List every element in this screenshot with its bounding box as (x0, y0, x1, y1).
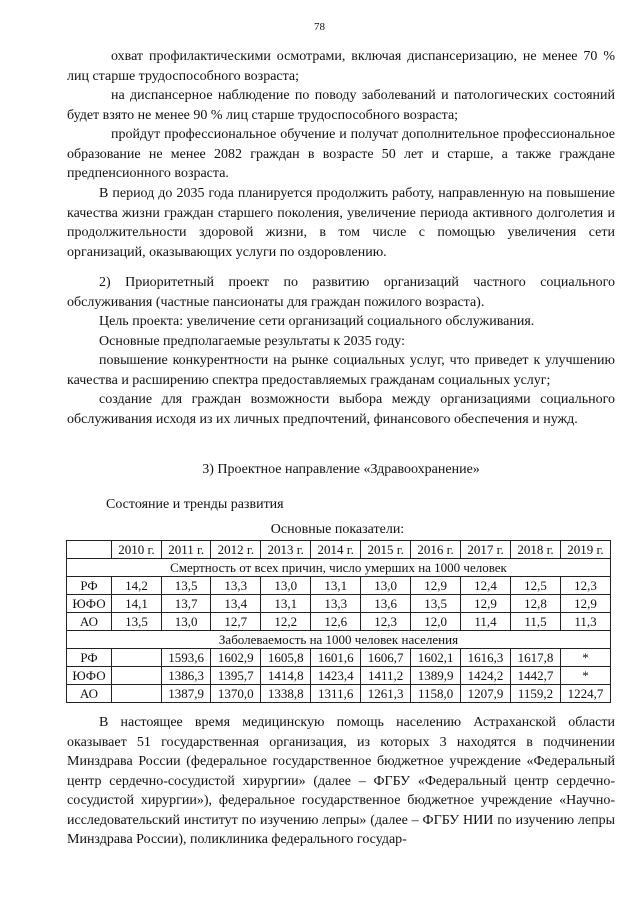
header-corner-cell (67, 541, 112, 559)
page-number: 78 (314, 21, 325, 33)
year-header-cell: 2016 г. (411, 541, 461, 559)
value-cell: 1414,8 (261, 667, 311, 685)
value-cell: 12,8 (511, 595, 561, 613)
paragraph-checkups: охват профилактическими осмотрами, включая диспансеризацию, не менее 70 % лиц старше трудоспособного возраста; (67, 49, 615, 84)
value-cell: 12,3 (560, 577, 610, 595)
year-header-cell: 2013 г. (261, 541, 311, 559)
value-cell: 13,5 (411, 595, 461, 613)
table-row (67, 667, 611, 685)
subheading-trends: Состояние и тренды развития (106, 497, 284, 512)
value-cell: 12,3 (361, 613, 411, 631)
value-cell: * (560, 649, 610, 667)
table-row (67, 613, 611, 631)
value-cell: 11,4 (461, 613, 511, 631)
table-caption: Основные показатели: (270, 522, 405, 537)
row-label-cell: РФ (67, 577, 112, 595)
value-cell: 12,9 (560, 595, 610, 613)
value-cell: 13,5 (161, 577, 210, 595)
value-cell: 12,7 (211, 613, 261, 631)
value-cell: 13,0 (261, 577, 311, 595)
value-cell: 1207,9 (461, 685, 511, 703)
year-header-cell: 2014 г. (311, 541, 361, 559)
value-cell: 1311,6 (311, 685, 361, 703)
value-cell (112, 649, 162, 667)
value-cell: 1617,8 (511, 649, 561, 667)
value-cell: 13,1 (261, 595, 311, 613)
row-label-cell: АО (67, 685, 112, 703)
value-cell: 11,3 (560, 613, 610, 631)
value-cell: 12,5 (511, 577, 561, 595)
value-cell: 1370,0 (211, 685, 261, 703)
row-label-cell: ЮФО (67, 667, 112, 685)
value-cell: 13,4 (211, 595, 261, 613)
value-cell: 1261,3 (361, 685, 411, 703)
value-cell (112, 685, 162, 703)
year-header-cell: 2011 г. (161, 541, 210, 559)
value-cell: 12,4 (461, 577, 511, 595)
value-cell: 1159,2 (511, 685, 561, 703)
value-cell: 12,9 (461, 595, 511, 613)
value-cell: 1338,8 (261, 685, 311, 703)
mortality-section-title-row (67, 559, 611, 577)
paragraph-expected-results: Основные предполагаемые результаты к 2035 году: (99, 334, 405, 349)
value-cell: 1389,9 (411, 667, 461, 685)
value-cell: 1605,8 (261, 649, 311, 667)
table-row (67, 685, 611, 703)
value-cell: 13,3 (211, 577, 261, 595)
section-heading: 3) Проектное направление «Здравоохранение» (202, 462, 480, 477)
table-header-row (67, 541, 611, 559)
year-header-cell: 2018 г. (511, 541, 561, 559)
value-cell: 12,2 (261, 613, 311, 631)
value-cell: 1387,9 (161, 685, 210, 703)
value-cell: 1602,9 (211, 649, 261, 667)
value-cell: 1386,3 (161, 667, 210, 685)
table-row (67, 577, 611, 595)
value-cell: 14,2 (112, 577, 162, 595)
value-cell: 1442,7 (511, 667, 561, 685)
value-cell: 13,0 (361, 577, 411, 595)
paragraph-plans-2035: В период до 2035 года планируется продолжить работу, направленную на повышение качества жизни граждан старшего поколения, увеличение периода активного долголетия и продолжительности здоровой жизни, в том числе с помощью увеличения сети организаций, оказывающих услуги по оздоровлению. (67, 186, 615, 260)
table-row (67, 595, 611, 613)
value-cell: 1616,3 (461, 649, 511, 667)
paragraph-dispensary: на диспансерное наблюдение по поводу заболеваний и патологических состояний будет взято не менее 90 % лиц старше трудоспособного возраста; (67, 88, 615, 123)
year-header-cell: 2012 г. (211, 541, 261, 559)
value-cell: 13,0 (161, 613, 210, 631)
value-cell: 1423,4 (311, 667, 361, 685)
row-label-cell: РФ (67, 649, 112, 667)
year-header-cell: 2019 г. (560, 541, 610, 559)
value-cell (112, 667, 162, 685)
paragraph-priority-project: 2) Приоритетный проект по развитию организаций частного социального обслуживания (частные пансионаты для граждан пожилого возраста). (67, 275, 615, 310)
value-cell: 1602,1 (411, 649, 461, 667)
value-cell: 1395,7 (211, 667, 261, 685)
indicators-table (66, 540, 611, 703)
value-cell: 11,5 (511, 613, 561, 631)
value-cell: 13,1 (311, 577, 361, 595)
row-label-cell: ЮФО (67, 595, 112, 613)
paragraph-choice: создание для граждан возможности выбора между организациями социального обслуживания исходя из их личных предпочтений, финансового обеспечения и нужд. (67, 392, 615, 427)
morbidity-section-title: Заболеваемость на 1000 человек населения (67, 631, 611, 649)
paragraph-competition: повышение конкурентности на рынке социальных услуг, что приведет к улучшению качества и расширению спектра предоставляемых гражданам социальных услуг; (67, 353, 615, 388)
value-cell: 1158,0 (411, 685, 461, 703)
value-cell: 1601,6 (311, 649, 361, 667)
mortality-section-title: Смертность от всех причин, число умерших на 1000 человек (67, 559, 611, 577)
value-cell: 1606,7 (361, 649, 411, 667)
paragraph-medical-organizations: В настоящее время медицинскую помощь населению Астраханской области оказывает 51 государственная организация, из которых 3 находятся в подчинении Минздрава России (федеральное государственное бюджетное учреждение «Федеральный центр сердечно-сосудистой хирургии» (далее – ФГБУ «Федеральный центр сердечно-сосудистой хирургии»), федеральное государственное бюджетное учреждение «Научно-исследовательский институт по изучению лепры» (далее – ФГБУ НИИ по изучению лепры Минздрава России), поликлиника федерального государ- (67, 715, 615, 847)
year-header-cell: 2010 г. (112, 541, 162, 559)
value-cell: 13,7 (161, 595, 210, 613)
table-row (67, 649, 611, 667)
value-cell: 13,6 (361, 595, 411, 613)
value-cell: 13,5 (112, 613, 162, 631)
value-cell: 12,0 (411, 613, 461, 631)
value-cell: 1224,7 (560, 685, 610, 703)
paragraph-training: пройдут профессиональное обучение и получат дополнительное профессиональное образование не менее 2082 граждан в возрасте 50 лет и старше, а также граждане предпенсионного возраста. (67, 127, 615, 181)
value-cell: 12,9 (411, 577, 461, 595)
paragraph-project-goal: Цель проекта: увеличение сети организаций социального обслуживания. (99, 314, 535, 329)
value-cell: 1593,6 (161, 649, 210, 667)
value-cell: 1411,2 (361, 667, 411, 685)
value-cell: * (560, 667, 610, 685)
row-label-cell: АО (67, 613, 112, 631)
value-cell: 13,3 (311, 595, 361, 613)
morbidity-section-title-row (67, 631, 611, 649)
value-cell: 14,1 (112, 595, 162, 613)
year-header-cell: 2015 г. (361, 541, 411, 559)
value-cell: 1424,2 (461, 667, 511, 685)
year-header-cell: 2017 г. (461, 541, 511, 559)
value-cell: 12,6 (311, 613, 361, 631)
